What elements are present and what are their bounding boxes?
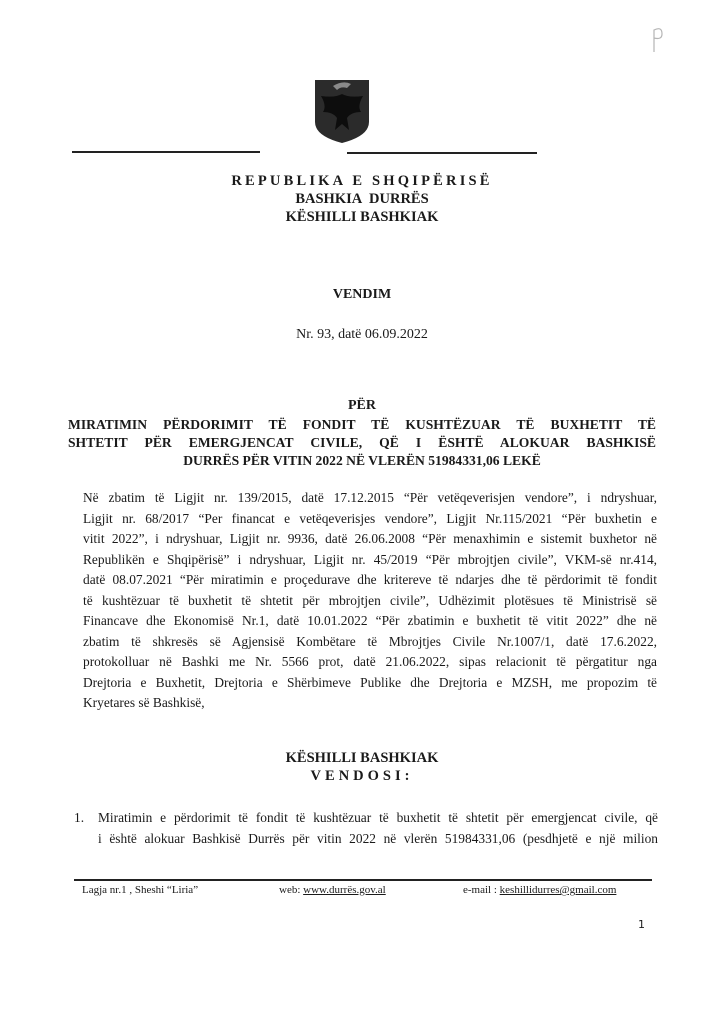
header-rule-left <box>72 151 260 153</box>
council-title: KËSHILLI BASHKIAK <box>285 750 439 766</box>
item-line: i është alokuar Bashkisë Durrës për vitin 2022 në vlerën 51984331,06 (pesdhjetë e një milion <box>98 830 658 846</box>
preamble-line: zbatim të shkresës së Agjensisë Kombëtare të Mbrojtjes Civile Nr.1007/1, datë 17.6.2022, <box>83 633 657 649</box>
preamble-line: Në zbatim të Ligjit nr. 139/2015, datë 17.12.2015 “Për vetëqeverisjen vendore”, i ndryshuar, <box>83 490 657 505</box>
council-decides: VENDOSI: <box>310 768 414 784</box>
preamble-line: Ligjit nr. 68/2017 “Per financat e vetëqeverisjes vendore”, Ligjit Nr.115/2021 “Për buxhetin e <box>83 510 657 526</box>
footer-email-link[interactable]: keshillidurres@gmail.com <box>499 884 617 896</box>
footer <box>82 884 652 896</box>
footer-address: Lagja nr.1 , Sheshi “Liria” <box>82 884 199 896</box>
footer-web-label: web: <box>279 884 301 896</box>
subject-line-1: MIRATIMIN PËRDORIMIT TË FONDIT TË KUSHTËZUAR TË BUXHETIT TË <box>68 417 656 432</box>
republic-heading: REPUBLIKA E SHQIPËRISË <box>231 173 493 189</box>
footer-web <box>279 884 447 896</box>
preamble-line: Financave dhe Ekonomisë Nr.1, datë 10.01.2022 “Për zbatimin e buxhetit të vitit 2022” dhe në <box>83 613 657 628</box>
decision-number-date: Nr. 93, datë 06.09.2022 <box>296 327 428 342</box>
preamble-line: Drejtoria e Buxhetit, Drejtoria e Shërbimeve Publike dhe Drejtoria e MZSH, me propozim të <box>83 674 657 690</box>
albania-coat-of-arms-icon <box>313 78 371 144</box>
footer-email <box>463 884 616 896</box>
preamble-line: Kryetares së Bashkisë, <box>83 695 205 710</box>
handwritten-mark-icon <box>648 24 668 54</box>
council-heading: KËSHILLI BASHKIAK <box>285 209 439 225</box>
subject-block <box>68 416 656 470</box>
preamble-line: Republikën e Shqipërisë” i ndryshuar, Ligjit nr. 45/2019 “Për mbrojtjen civile”, VKM-së nr.414, <box>83 551 657 567</box>
footer-email-label: e-mail : <box>463 884 497 896</box>
subject-line-3: DURRËS PËR VITIN 2022 NË VLERËN 51984331,06 LEKË <box>183 453 541 468</box>
preamble-line: protokolluar në Bashki me Nr. 5566 prot, datë 21.06.2022, sipas relacionit të përgatitur nga <box>83 654 657 669</box>
subject-per: PËR <box>348 398 376 413</box>
preamble-line: datë 08.07.2021 “Për miratimin e proçedurave dhe kritereve të ndarjes dhe të përdorimit të fondit <box>83 572 657 587</box>
decision-item-1 <box>74 808 658 849</box>
item-line: Miratimin e përdorimit të fondit të kushtëzuar të buxhetit të shtetit për emergjencat civile, që <box>98 810 658 825</box>
page-number: 1 <box>638 918 645 931</box>
preamble-line: vitit 2022”, i ndryshuar, Ligjit nr. 9936, datë 26.06.2008 “Për menaxhimin e sistemit buxhetor në <box>83 531 657 546</box>
subject-line-2: SHTETIT PËR EMERGJENCAT CIVILE, QË I ËSHTË ALOKUAR BASHKISË <box>68 435 656 450</box>
preamble-paragraph <box>83 488 657 714</box>
preamble-line: të kushtëzuar të buxhetit të shtetit për mbrojtjen civile”, Udhëzimit plotësues të Ministrisë së <box>83 592 657 608</box>
footer-rule <box>74 879 652 881</box>
item-number: 1. <box>74 810 85 825</box>
footer-web-link[interactable]: www.durrës.gov.al <box>303 884 386 896</box>
header-rule-right <box>347 152 537 154</box>
decision-title: VENDIM <box>332 287 392 302</box>
municipality-heading: BASHKIA DURRËS <box>295 191 429 207</box>
